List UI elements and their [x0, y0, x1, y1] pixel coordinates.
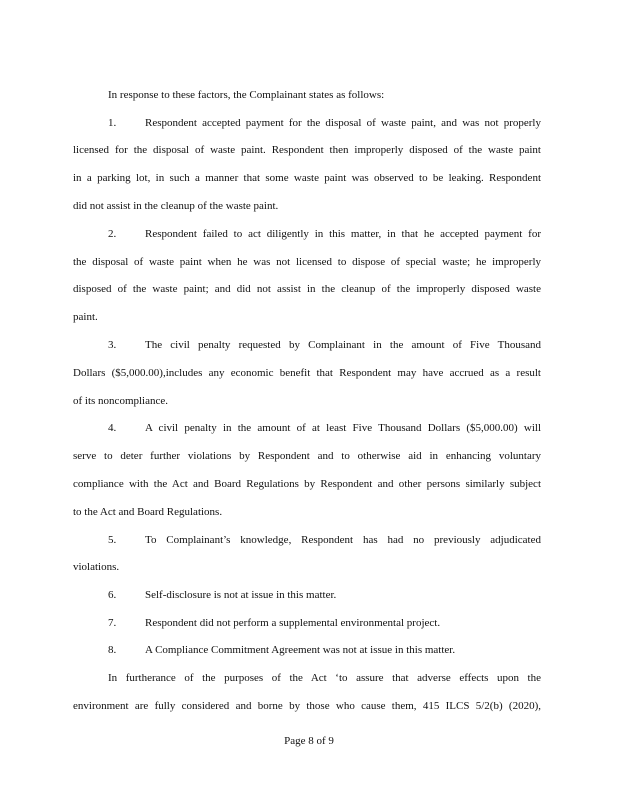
- item-number: 4.: [108, 422, 117, 434]
- item-text-line: Self-disclosure is not at issue in this matter.: [145, 589, 337, 601]
- item-text-line: disposed of the waste paint; and did not assist in the cleanup of the improperly disposed waste: [73, 283, 541, 295]
- intro-text: In response to these factors, the Complainant states as follows:: [108, 89, 385, 101]
- item-text-line: to the Act and Board Regulations.: [73, 506, 223, 518]
- item-number: 7.: [108, 617, 117, 629]
- item-number: 1.: [108, 117, 117, 129]
- item-text-line: Respondent failed to act diligently in this matter, in that he accepted payment for: [145, 228, 541, 240]
- item-text-line: serve to deter further violations by Respondent and to otherwise aid in enhancing voluntary: [73, 450, 541, 462]
- item-text-line: violations.: [73, 561, 120, 573]
- item-text-line: Dollars ($5,000.00),includes any economic benefit that Respondent may have accrued as a result: [73, 367, 541, 379]
- item-number: 2.: [108, 228, 117, 240]
- item-number: 6.: [108, 589, 117, 601]
- item-text-line: Respondent accepted payment for the disposal of waste paint, and was not properly: [145, 117, 541, 129]
- item-text-line: compliance with the Act and Board Regulations by Respondent and other persons similarly subject: [73, 478, 541, 490]
- item-text-line: The civil penalty requested by Complainant in the amount of Five Thousand: [145, 339, 541, 351]
- closing-text-line: In furtherance of the purposes of the Act ‘to assure that adverse effects upon the: [108, 672, 541, 684]
- item-text-line: in a parking lot, in such a manner that some waste paint was observed to be leaking. Respondent: [73, 172, 541, 184]
- item-text-line: A civil penalty in the amount of at least Five Thousand Dollars ($5,000.00) will: [145, 422, 541, 434]
- item-number: 5.: [108, 534, 117, 546]
- item-text-line: the disposal of waste paint when he was not licensed to dispose of special waste; he improperly: [73, 256, 541, 268]
- item-number: 8.: [108, 644, 117, 656]
- item-text-line: paint.: [73, 311, 98, 323]
- item-text-line: licensed for the disposal of waste paint. Respondent then improperly disposed of the waste paint: [73, 144, 541, 156]
- page-number: Page 8 of 9: [284, 735, 334, 747]
- item-number: 3.: [108, 339, 117, 351]
- item-text-line: Respondent did not perform a supplemental environmental project.: [145, 617, 441, 629]
- item-text-line: did not assist in the cleanup of the waste paint.: [73, 200, 279, 212]
- closing-text-line: environment are fully considered and borne by those who cause them, 415 ILCS 5/2(b) (2020),: [73, 700, 541, 712]
- item-text-line: To Complainant’s knowledge, Respondent has had no previously adjudicated: [145, 534, 541, 546]
- item-text-line: A Compliance Commitment Agreement was not at issue in this matter.: [145, 644, 456, 656]
- item-text-line: of its noncompliance.: [73, 395, 169, 407]
